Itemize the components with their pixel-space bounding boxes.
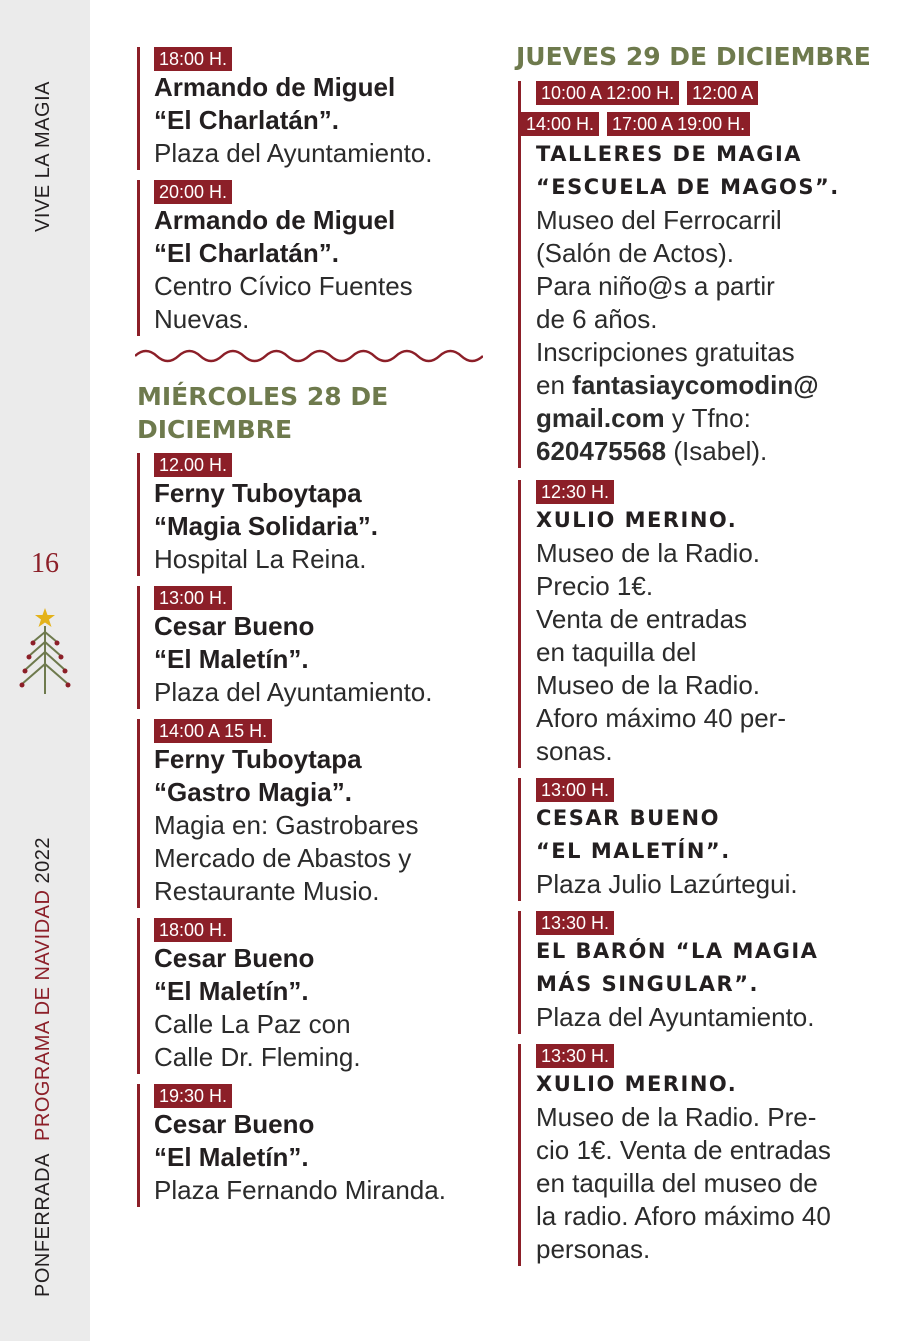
event-detail: cio 1€. Venta de entradas [536, 1135, 831, 1165]
event-title: “El Maletín”. [154, 1142, 309, 1172]
event-detail: Para niño@s a partir [536, 271, 775, 301]
event-location: Plaza Fernando Miranda. [154, 1175, 446, 1205]
event-armando-2000 [137, 180, 413, 336]
email-link-continued[interactable]: gmail.com [536, 403, 665, 433]
event-time-badge: 18:00 H. [154, 918, 232, 942]
sidebar-program: PROGRAMA DE NAVIDAD [32, 889, 54, 1141]
sidebar-program-title [32, 837, 55, 1297]
event-title: Cesar Bueno [154, 611, 315, 641]
event-detail: la radio. Aforo máximo 40 [536, 1201, 831, 1231]
event-detail: Museo de la Radio. [536, 670, 761, 700]
event-location: Calle La Paz con [154, 1009, 351, 1039]
event-title: “EL MALETÍN”. [536, 839, 731, 863]
event-time-badge: 13:00 H. [154, 586, 232, 610]
event-title: EL BARÓN “LA MAGIA [536, 939, 819, 963]
event-detail: en taquilla del museo de [536, 1168, 818, 1198]
event-title: TALLERES DE MAGIA [536, 142, 803, 166]
event-time-badge: 17:00 A 19:00 H. [607, 112, 750, 136]
day-heading-wednesday [137, 380, 388, 446]
event-ferny-1200 [137, 453, 378, 576]
event-time-badges [536, 81, 806, 105]
event-title: Armando de Miguel [154, 205, 396, 235]
event-time-badge: 20:00 H. [154, 180, 232, 204]
event-title: XULIO MERINO. [536, 1072, 738, 1096]
event-location: Plaza del Ayuntamiento. [154, 677, 433, 707]
event-title: “Gastro Magia”. [154, 777, 352, 807]
event-location: Restaurante Musio. [154, 876, 380, 906]
event-location: Plaza del Ayuntamiento. [536, 1002, 815, 1032]
event-title: Armando de Miguel [154, 72, 396, 102]
page-number: 16 [31, 548, 59, 579]
day-heading-line: DICIEMBRE [137, 415, 293, 444]
event-title: XULIO MERINO. [536, 508, 738, 532]
event-talleres-magia [518, 81, 840, 468]
event-location: Centro Cívico Fuentes [154, 271, 413, 301]
event-time-badge: 13:30 H. [536, 911, 614, 935]
event-title: Cesar Bueno [154, 1109, 315, 1139]
event-detail: Precio 1€. [536, 571, 654, 601]
event-cesar-1930 [137, 1084, 446, 1207]
event-cesar-bueno-1300 [518, 778, 798, 901]
event-title: “El Charlatán”. [154, 105, 339, 135]
event-detail: en taquilla del [536, 637, 697, 667]
event-title: “El Maletín”. [154, 644, 309, 674]
phone-number: 620475568 [536, 436, 667, 466]
day-heading-thursday: JUEVES 29 DE DICIEMBRE [516, 42, 871, 71]
wave-divider [135, 346, 483, 366]
phone-contact: (Isabel). [666, 436, 768, 466]
event-location: Nuevas. [154, 304, 250, 334]
event-ferny-1400 [137, 719, 418, 908]
event-time-badge: 14:00 H. [521, 112, 599, 136]
event-time-badge: 12:00 A [687, 81, 758, 105]
event-title: Ferny Tuboytapa [154, 744, 362, 774]
event-title: “El Maletín”. [154, 976, 309, 1006]
event-detail: Venta de entradas [536, 604, 748, 634]
event-location: Museo del Ferrocarril [536, 205, 782, 235]
event-location: Magia en: Gastrobares [154, 810, 419, 840]
event-time-badge: 19:30 H. [154, 1084, 232, 1108]
event-detail: personas. [536, 1234, 651, 1264]
event-detail: Aforo máximo 40 per- [536, 703, 786, 733]
phone-label: y Tfno: [664, 403, 751, 433]
event-detail: sonas. [536, 736, 613, 766]
event-time-badge: 18:00 H. [154, 47, 232, 71]
event-armando-1800 [137, 47, 432, 170]
event-time-badge: 13:30 H. [536, 1044, 614, 1068]
event-title: Cesar Bueno [154, 943, 315, 973]
sidebar-city: PONFERRADA [32, 1153, 54, 1297]
event-time-badge: 12:30 H. [536, 480, 614, 504]
event-title: CESAR BUENO [536, 806, 720, 830]
email-link[interactable]: fantasiaycomodin@ [572, 370, 819, 400]
christmas-tree-icon [18, 606, 72, 698]
event-time-badge: 10:00 A 12:00 H. [536, 81, 679, 105]
event-title: Ferny Tuboytapa [154, 478, 362, 508]
event-xulio-1230 [518, 480, 786, 768]
sidebar-tagline: VIVE LA MAGIA [32, 80, 54, 232]
event-location: Museo de la Radio. [536, 538, 761, 568]
event-detail: de 6 años. [536, 304, 658, 334]
event-location: Calle Dr. Fleming. [154, 1042, 361, 1072]
email-phone-line [536, 402, 840, 435]
sidebar [0, 0, 90, 1341]
event-time-badge: 14:00 A 15 H. [154, 719, 272, 743]
event-location: Museo de la Radio. Pre- [536, 1102, 817, 1132]
event-title: “ESCUELA DE MAGOS”. [536, 175, 840, 199]
event-baron-1330 [518, 911, 818, 1034]
email-prefix: en [536, 370, 573, 400]
event-location: (Salón de Actos). [536, 238, 734, 268]
event-title: “El Charlatán”. [154, 238, 339, 268]
event-location: Plaza del Ayuntamiento. [154, 138, 433, 168]
event-time-badge: 12.00 H. [154, 453, 232, 477]
event-xulio-1330 [518, 1044, 831, 1266]
event-cesar-1300 [137, 586, 432, 709]
event-time-badges [521, 112, 791, 136]
event-time-badge: 13:00 H. [536, 778, 614, 802]
sidebar-year: 2022 [32, 837, 54, 884]
event-location: Mercado de Abastos y [154, 843, 412, 873]
event-location: Plaza Julio Lazúrtegui. [536, 869, 798, 899]
event-detail: Inscripciones gratuitas [536, 337, 795, 367]
email-line [536, 369, 840, 402]
day-heading-line: MIÉRCOLES 28 DE [137, 382, 389, 411]
event-location: Hospital La Reina. [154, 544, 367, 574]
event-title: MÁS SINGULAR”. [536, 972, 759, 996]
event-title: “Magia Solidaria”. [154, 511, 378, 541]
event-cesar-1800 [137, 918, 361, 1074]
phone-line [536, 435, 840, 468]
